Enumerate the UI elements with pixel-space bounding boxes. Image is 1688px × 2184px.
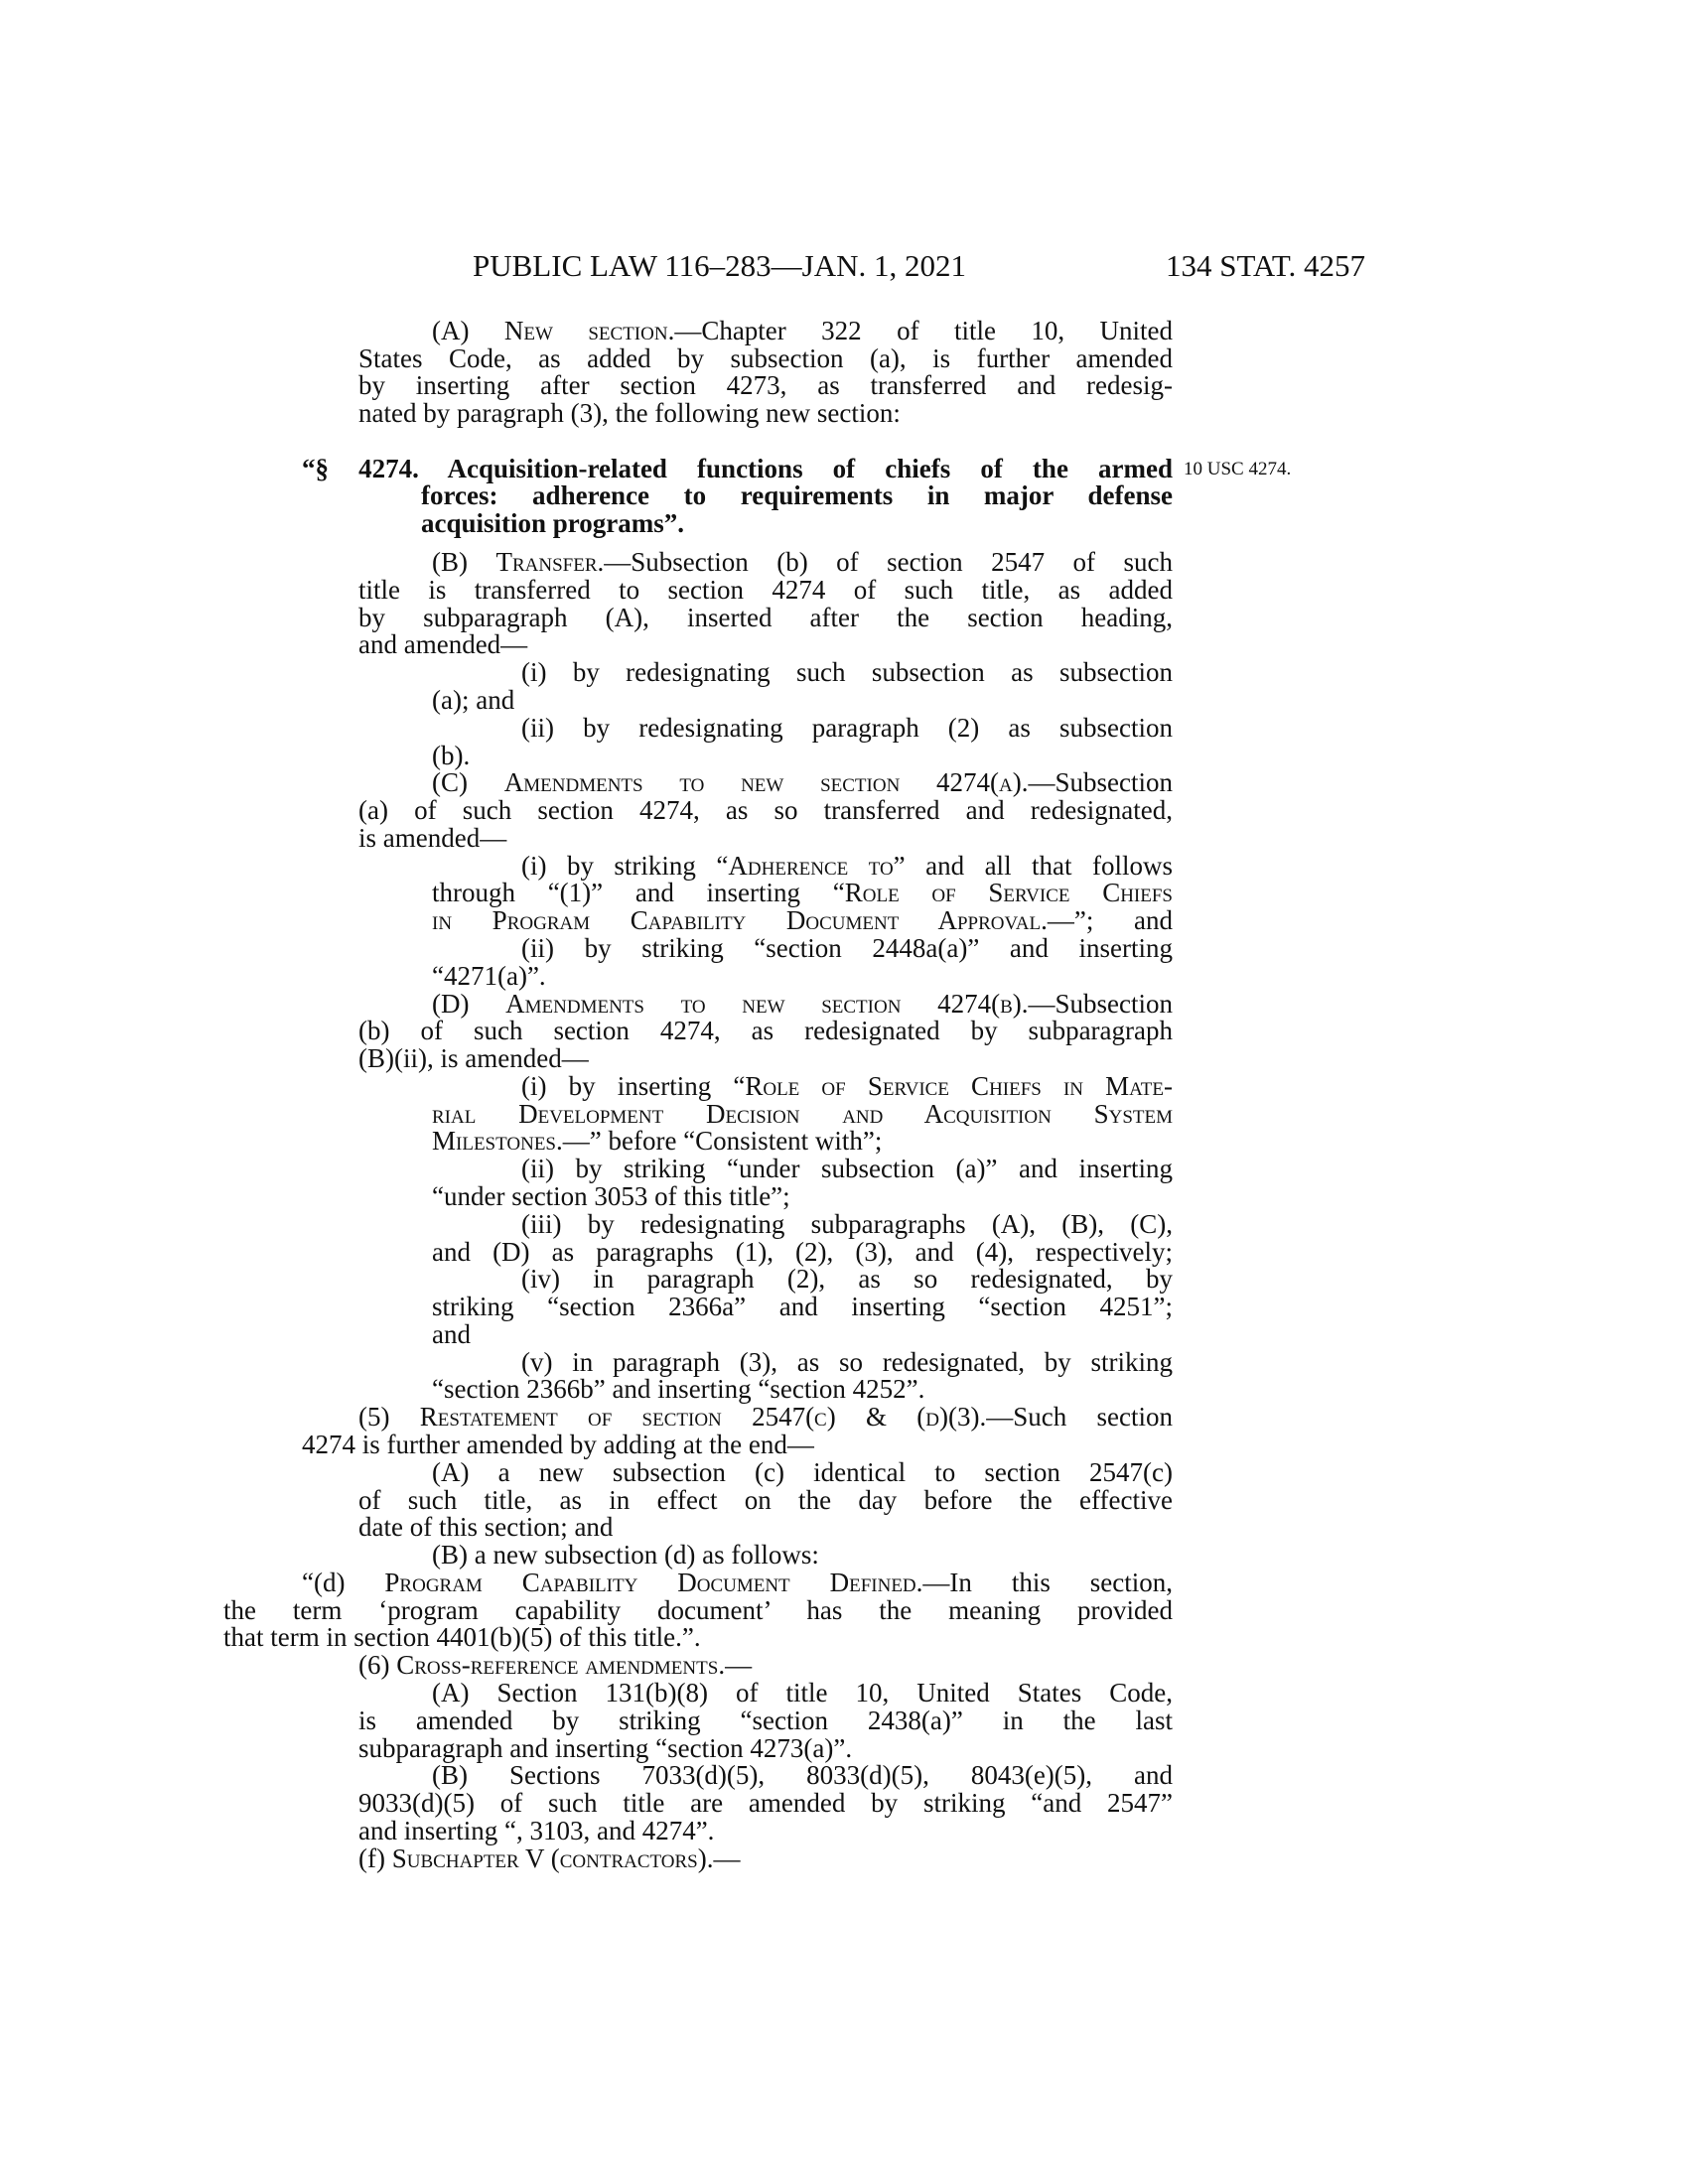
text-run: striking “section 2366a” and inserting “section 4251”;: [432, 1292, 1173, 1321]
text-run: (D): [432, 989, 506, 1019]
text-line: [432, 1292, 1173, 1321]
text-run: and: [432, 1319, 471, 1349]
small-caps-heading: in Program Capability Document Approval: [432, 905, 1042, 935]
small-caps-heading: New section: [503, 316, 668, 345]
text-line: [521, 1209, 1173, 1239]
small-caps-heading: Restatement of section 2547(c) & (d)(3): [419, 1402, 980, 1432]
text-line: [358, 1485, 1173, 1515]
text-run: and amended—: [358, 629, 528, 659]
text-line: [358, 343, 1173, 373]
text-run: (i) by striking “: [521, 851, 729, 881]
text-run: by inserting after section 4273, as transferred and redesig-: [358, 370, 1173, 400]
text-line: [432, 1374, 1173, 1404]
text-run: (B) a new subsection (d) as follows:: [432, 1540, 819, 1570]
text-run: (B): [432, 547, 496, 577]
text-line: [432, 989, 1173, 1019]
text-line: [358, 1402, 1173, 1432]
text-line: [358, 1512, 1173, 1542]
text-run: (ii) by striking “under subsection (a)” and inserting: [521, 1154, 1173, 1183]
text-line: [521, 933, 1173, 963]
text-line: [358, 603, 1173, 632]
text-run: 9033(d)(5) of such title are amended by striking “and 2547”: [358, 1788, 1173, 1818]
text-run: .—Subsection (b) of section 2547 of such: [597, 547, 1173, 577]
text-run: (i) by redesignating such subsection as subsection: [521, 657, 1173, 687]
text-line: [358, 629, 1173, 659]
text-line: [432, 1760, 1173, 1790]
text-run: “section 2366b” and inserting “section 4252”.: [432, 1374, 925, 1404]
text-run: title is transferred to section 4274 of such title, as added: [358, 575, 1173, 605]
small-caps-heading: Transfer: [495, 547, 598, 577]
text-run: (C): [432, 767, 504, 797]
text-line: [521, 1264, 1173, 1294]
text-run: ” and all that follows: [893, 851, 1173, 881]
text-line: [358, 1816, 1173, 1845]
text-line: [358, 1733, 1173, 1763]
text-line: [432, 767, 1173, 797]
text-run: (B) Sections 7033(d)(5), 8033(d)(5), 8043(e)(5), and: [432, 1760, 1173, 1790]
running-header-stat-page: 134 STAT. 4257: [1165, 248, 1365, 283]
text-run: States Code, as added by subsection (a), is further amended: [358, 343, 1173, 373]
text-run: .—Chapter 322 of title 10, United: [667, 316, 1174, 345]
small-caps-heading: Role of Service Chiefs in Mate-: [745, 1071, 1173, 1101]
text-run: date of this section; and: [358, 1512, 614, 1542]
text-run: (a) of such section 4274, as so transferred and redesignated,: [358, 795, 1173, 825]
text-run: (a); and: [432, 685, 515, 715]
text-line: [358, 1843, 1173, 1873]
text-line: [358, 1650, 1173, 1680]
text-line: [432, 961, 1173, 991]
section-heading-line: [302, 454, 1173, 483]
text-line: [223, 1622, 1173, 1652]
text-line: [432, 1678, 1173, 1707]
text-run: and inserting “, 3103, and 4274”.: [358, 1816, 715, 1845]
text-run: is amended by striking “section 2438(a)” in the last: [358, 1706, 1173, 1735]
text-run: “(d): [302, 1568, 385, 1597]
text-line: [521, 1347, 1173, 1377]
text-run: “under section 3053 of this title”;: [432, 1181, 790, 1211]
text-run: through “(1)” and inserting “: [432, 878, 845, 907]
text-run: .—: [718, 1650, 753, 1680]
text-run: .—Such section: [979, 1402, 1173, 1432]
small-caps-heading: Adherence to: [728, 851, 894, 881]
text-run: (ii) by striking “section 2448a(a)” and inserting: [521, 933, 1173, 963]
small-caps-heading: rial Development Decision and Acquisition System: [432, 1099, 1173, 1129]
text-line: [223, 1595, 1173, 1625]
text-line: [432, 1540, 1173, 1570]
text-run: (A) a new subsection (c) identical to section 2547(c): [432, 1457, 1173, 1487]
text-run: by subparagraph (A), inserted after the section heading,: [358, 603, 1173, 632]
margin-note-usc-citation: 10 USC 4274.: [1184, 459, 1292, 479]
text-run: (B)(ii), is amended—: [358, 1043, 589, 1073]
text-line: [432, 1181, 1173, 1211]
text-run: (b) of such section 4274, as redesignated by subparagraph: [358, 1016, 1173, 1045]
text-run: that term in section 4401(b)(5) of this title.”.: [223, 1622, 701, 1652]
text-run: (ii) by redesignating paragraph (2) as subsection: [521, 713, 1173, 743]
text-line: [432, 685, 1173, 715]
running-header-law: PUBLIC LAW 116–283—JAN. 1, 2021: [473, 248, 966, 283]
small-caps-heading: Cross-reference amendments: [396, 1650, 719, 1680]
text-run: (iv) in paragraph (2), as so redesignated, by: [521, 1264, 1173, 1294]
text-line: [358, 398, 1173, 428]
text-line: [358, 575, 1173, 605]
text-line: [521, 1071, 1173, 1101]
text-run: “§ 4274. Acquisition-related functions of chiefs of the armed: [302, 454, 1173, 483]
text-run: (6): [358, 1650, 397, 1680]
text-line: [358, 823, 1173, 853]
text-line: [432, 741, 1173, 770]
text-run: 4274 is further amended by adding at the end—: [302, 1430, 814, 1459]
text-run: acquisition programs”.: [421, 508, 685, 538]
text-run: .—”; and: [1041, 905, 1173, 935]
text-line: [432, 905, 1173, 935]
text-line: [358, 370, 1173, 400]
small-caps-heading: Amendments to new section 4274(b): [505, 989, 1022, 1019]
text-run: (A) Section 131(b)(8) of title 10, United States Code,: [432, 1678, 1173, 1707]
text-line: [432, 1457, 1173, 1487]
text-run: of such title, as in effect on the day before the effective: [358, 1485, 1173, 1515]
text-run: (v) in paragraph (3), as so redesignated, by striking: [521, 1347, 1173, 1377]
text-line: [358, 1788, 1173, 1818]
text-run: .—Subsection: [1021, 767, 1173, 797]
text-line: [358, 1706, 1173, 1735]
text-line: [432, 1126, 1173, 1156]
section-heading-line: [421, 508, 1173, 538]
text-line: [521, 657, 1173, 687]
small-caps-heading: Subchapter V (contractors): [391, 1843, 707, 1873]
small-caps-heading: Role of Service Chiefs: [844, 878, 1173, 907]
text-line: [358, 1043, 1173, 1073]
text-run: and (D) as paragraphs (1), (2), (3), and (4), respectively;: [432, 1237, 1173, 1267]
small-caps-heading: Milestones: [432, 1126, 556, 1156]
text-line: [432, 316, 1173, 345]
text-run: the term ‘program capability document’ has the meaning provided: [223, 1595, 1173, 1625]
small-caps-heading: Amendments to new section 4274(a): [503, 767, 1022, 797]
text-line: [432, 1237, 1173, 1267]
text-line: [432, 1099, 1173, 1129]
text-run: forces: adherence to requirements in major defense: [421, 480, 1173, 510]
text-line: [521, 1154, 1173, 1183]
text-line: [358, 795, 1173, 825]
text-line: [432, 547, 1173, 577]
text-line: [302, 1430, 1173, 1459]
text-run: (5): [358, 1402, 420, 1432]
text-run: (i) by inserting “: [521, 1071, 746, 1101]
text-run: .—Subsection: [1021, 989, 1173, 1019]
text-line: [432, 878, 1173, 907]
text-run: subparagraph and inserting “section 4273(a)”.: [358, 1733, 853, 1763]
text-run: .—In this section,: [915, 1568, 1174, 1597]
text-line: [432, 1319, 1173, 1349]
text-run: (iii) by redesignating subparagraphs (A), (B), (C),: [521, 1209, 1173, 1239]
text-line: [521, 713, 1173, 743]
text-run: .—: [706, 1843, 741, 1873]
text-run: “4271(a)”.: [432, 961, 546, 991]
text-line: [302, 1568, 1173, 1597]
section-heading-line: [421, 480, 1173, 510]
text-run: .—” before “Consistent with”;: [556, 1126, 883, 1156]
text-run: is amended—: [358, 823, 507, 853]
text-run: nated by paragraph (3), the following new section:: [358, 398, 901, 428]
small-caps-heading: Program Capability Document Defined: [384, 1568, 916, 1597]
text-line: [521, 851, 1173, 881]
text-line: [358, 1016, 1173, 1045]
text-run: (A): [432, 316, 504, 345]
text-run: (f): [358, 1843, 392, 1873]
text-run: (b).: [432, 741, 471, 770]
